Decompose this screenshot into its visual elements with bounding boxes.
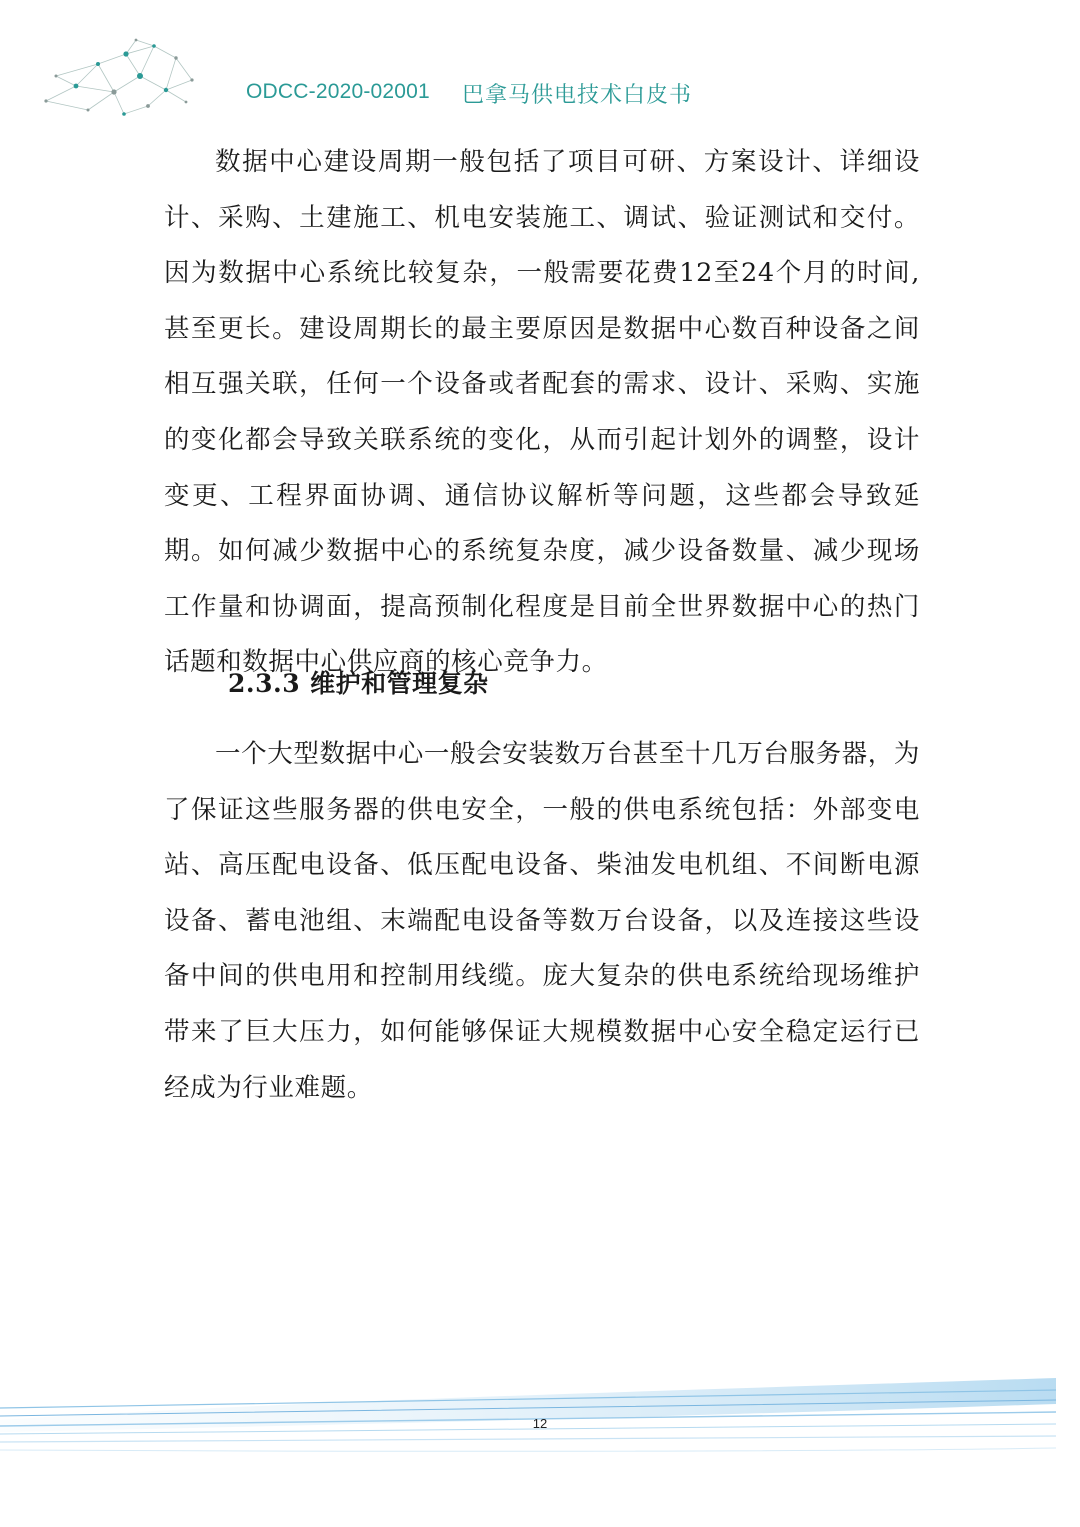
document-title: 巴拿马供电技术白皮书 <box>462 83 693 108</box>
body-paragraph-1: 数据中心建设周期一般包括了项目可研、方案设计、详细设计、采购、土建施工、机电安装施工、调试、验证测试和交付。因为数据中心系统比较复杂，一般需要花费12至24个月的时间, 甚至更长。建设周期长的最主要原因是数据中心数百种设备之间相互强关联，任何一个设备或者配套的需求、设计、采购、实施的变化都会导致关联系统的变化，从而引起计划外的调整，设计变更、工程界面协调、通信协议解析等问题，这些都会导致延期。如何减少数据中心的系统复杂度，减少设备数量、减少现场工作量和协调面，提高预制化程度是目前全世界数据中心的热门话题和数据中心供应商的核心竞争力。 <box>164 147 920 678</box>
blue-wave-lines-icon <box>0 1360 1080 1470</box>
page-header <box>0 0 1080 130</box>
page-number: 12 <box>532 1416 548 1431</box>
network-nodes-logo-icon <box>36 36 206 126</box>
document-code: ODCC-2020-02001 <box>246 80 430 103</box>
section-heading <box>228 664 489 700</box>
section-title: 维护和管理复杂 <box>310 669 489 698</box>
section-number: 2.3.3 <box>228 669 301 698</box>
body-paragraph-2: 一个大型数据中心一般会安装数万台甚至十几万台服务器，为了保证这些服务器的供电安全，一般的供电系统包括：外部变电站、高压配电设备、低压配电设备、柴油发电机组、不间断电源设备、蓄电池组、末端配电设备等数万台设备，以及连接这些设备中间的供电用和控制用线缆。庞大复杂的供电系统给现场维护带来了巨大压力，如何能够保证大规模数据中心安全稳定运行已经成为行业难题。 <box>164 739 920 1103</box>
